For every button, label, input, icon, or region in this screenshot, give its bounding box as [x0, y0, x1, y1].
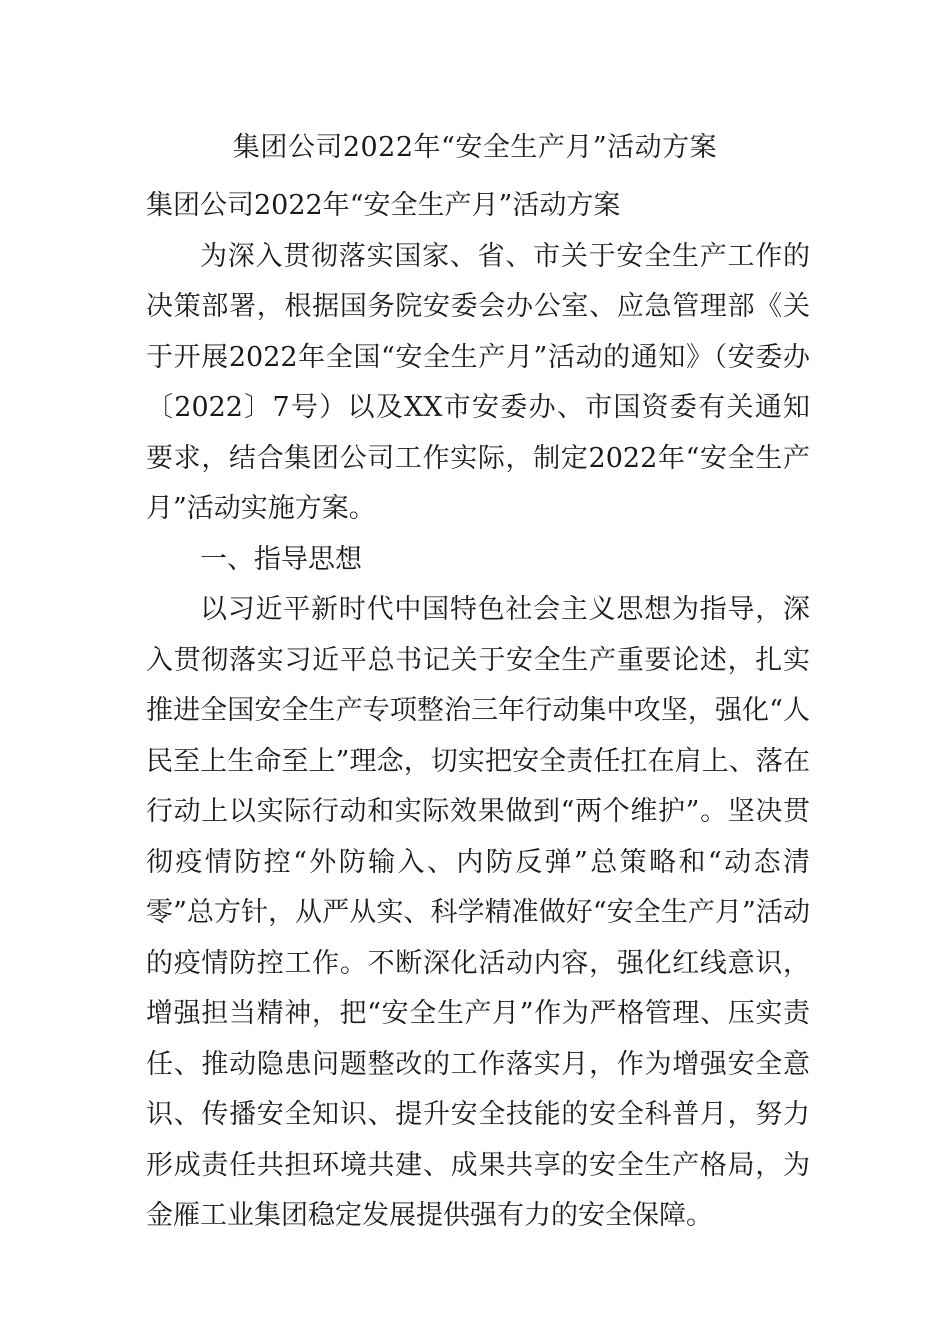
document-title: 集团公司2022年“安全生产月”活动方案 — [232, 132, 718, 163]
document-body — [146, 181, 810, 1242]
intro-paragraph: 为深入贯彻落实国家、省、市关于安全生产工作的决策部署，根据国务院安委会办公室、应急管理部《关于开展2022年全国“安全生产月”活动的通知》（安委办〔2022〕7号）以及XX市安委办、市国资委有关通知要求，结合集团公司工作实际，制定2022年“安全生产月”活动实施方案。 — [146, 240, 810, 524]
section-paragraph: 以习近平新时代中国特色社会主义思想为指导，深入贯彻落实习近平总书记关于安全生产重要论述，扎实推进全国安全生产专项整治三年行动集中攻坚，强化“人民至上生命至上”理念，切实把安全责任扛在肩上、落在行动上以实际行动和实际效果做到“两个维护”。坚决贯彻疫情防控“外防输入、内防反弹”总策略和“动态清零”总方针，从严从实、科学精准做好“安全生产月”活动的疫情防控工作。不断深化活动内容，强化红线意识，增强担当精神，把“安全生产月”作为严格管理、压实责任、推动隐患问题整改的工作落实月，作为增强安全意识、传播安全知识、提升安全技能的安全科普月，努力形成责任共担环境共建、成果共享的安全生产格局，为金雁工业集团稳定发展提供强有力的安全保障。 — [146, 594, 810, 1231]
section-heading: 一、指导思想 — [200, 543, 362, 575]
document-subtitle: 集团公司2022年“安全生产月”活动方案 — [146, 190, 621, 221]
